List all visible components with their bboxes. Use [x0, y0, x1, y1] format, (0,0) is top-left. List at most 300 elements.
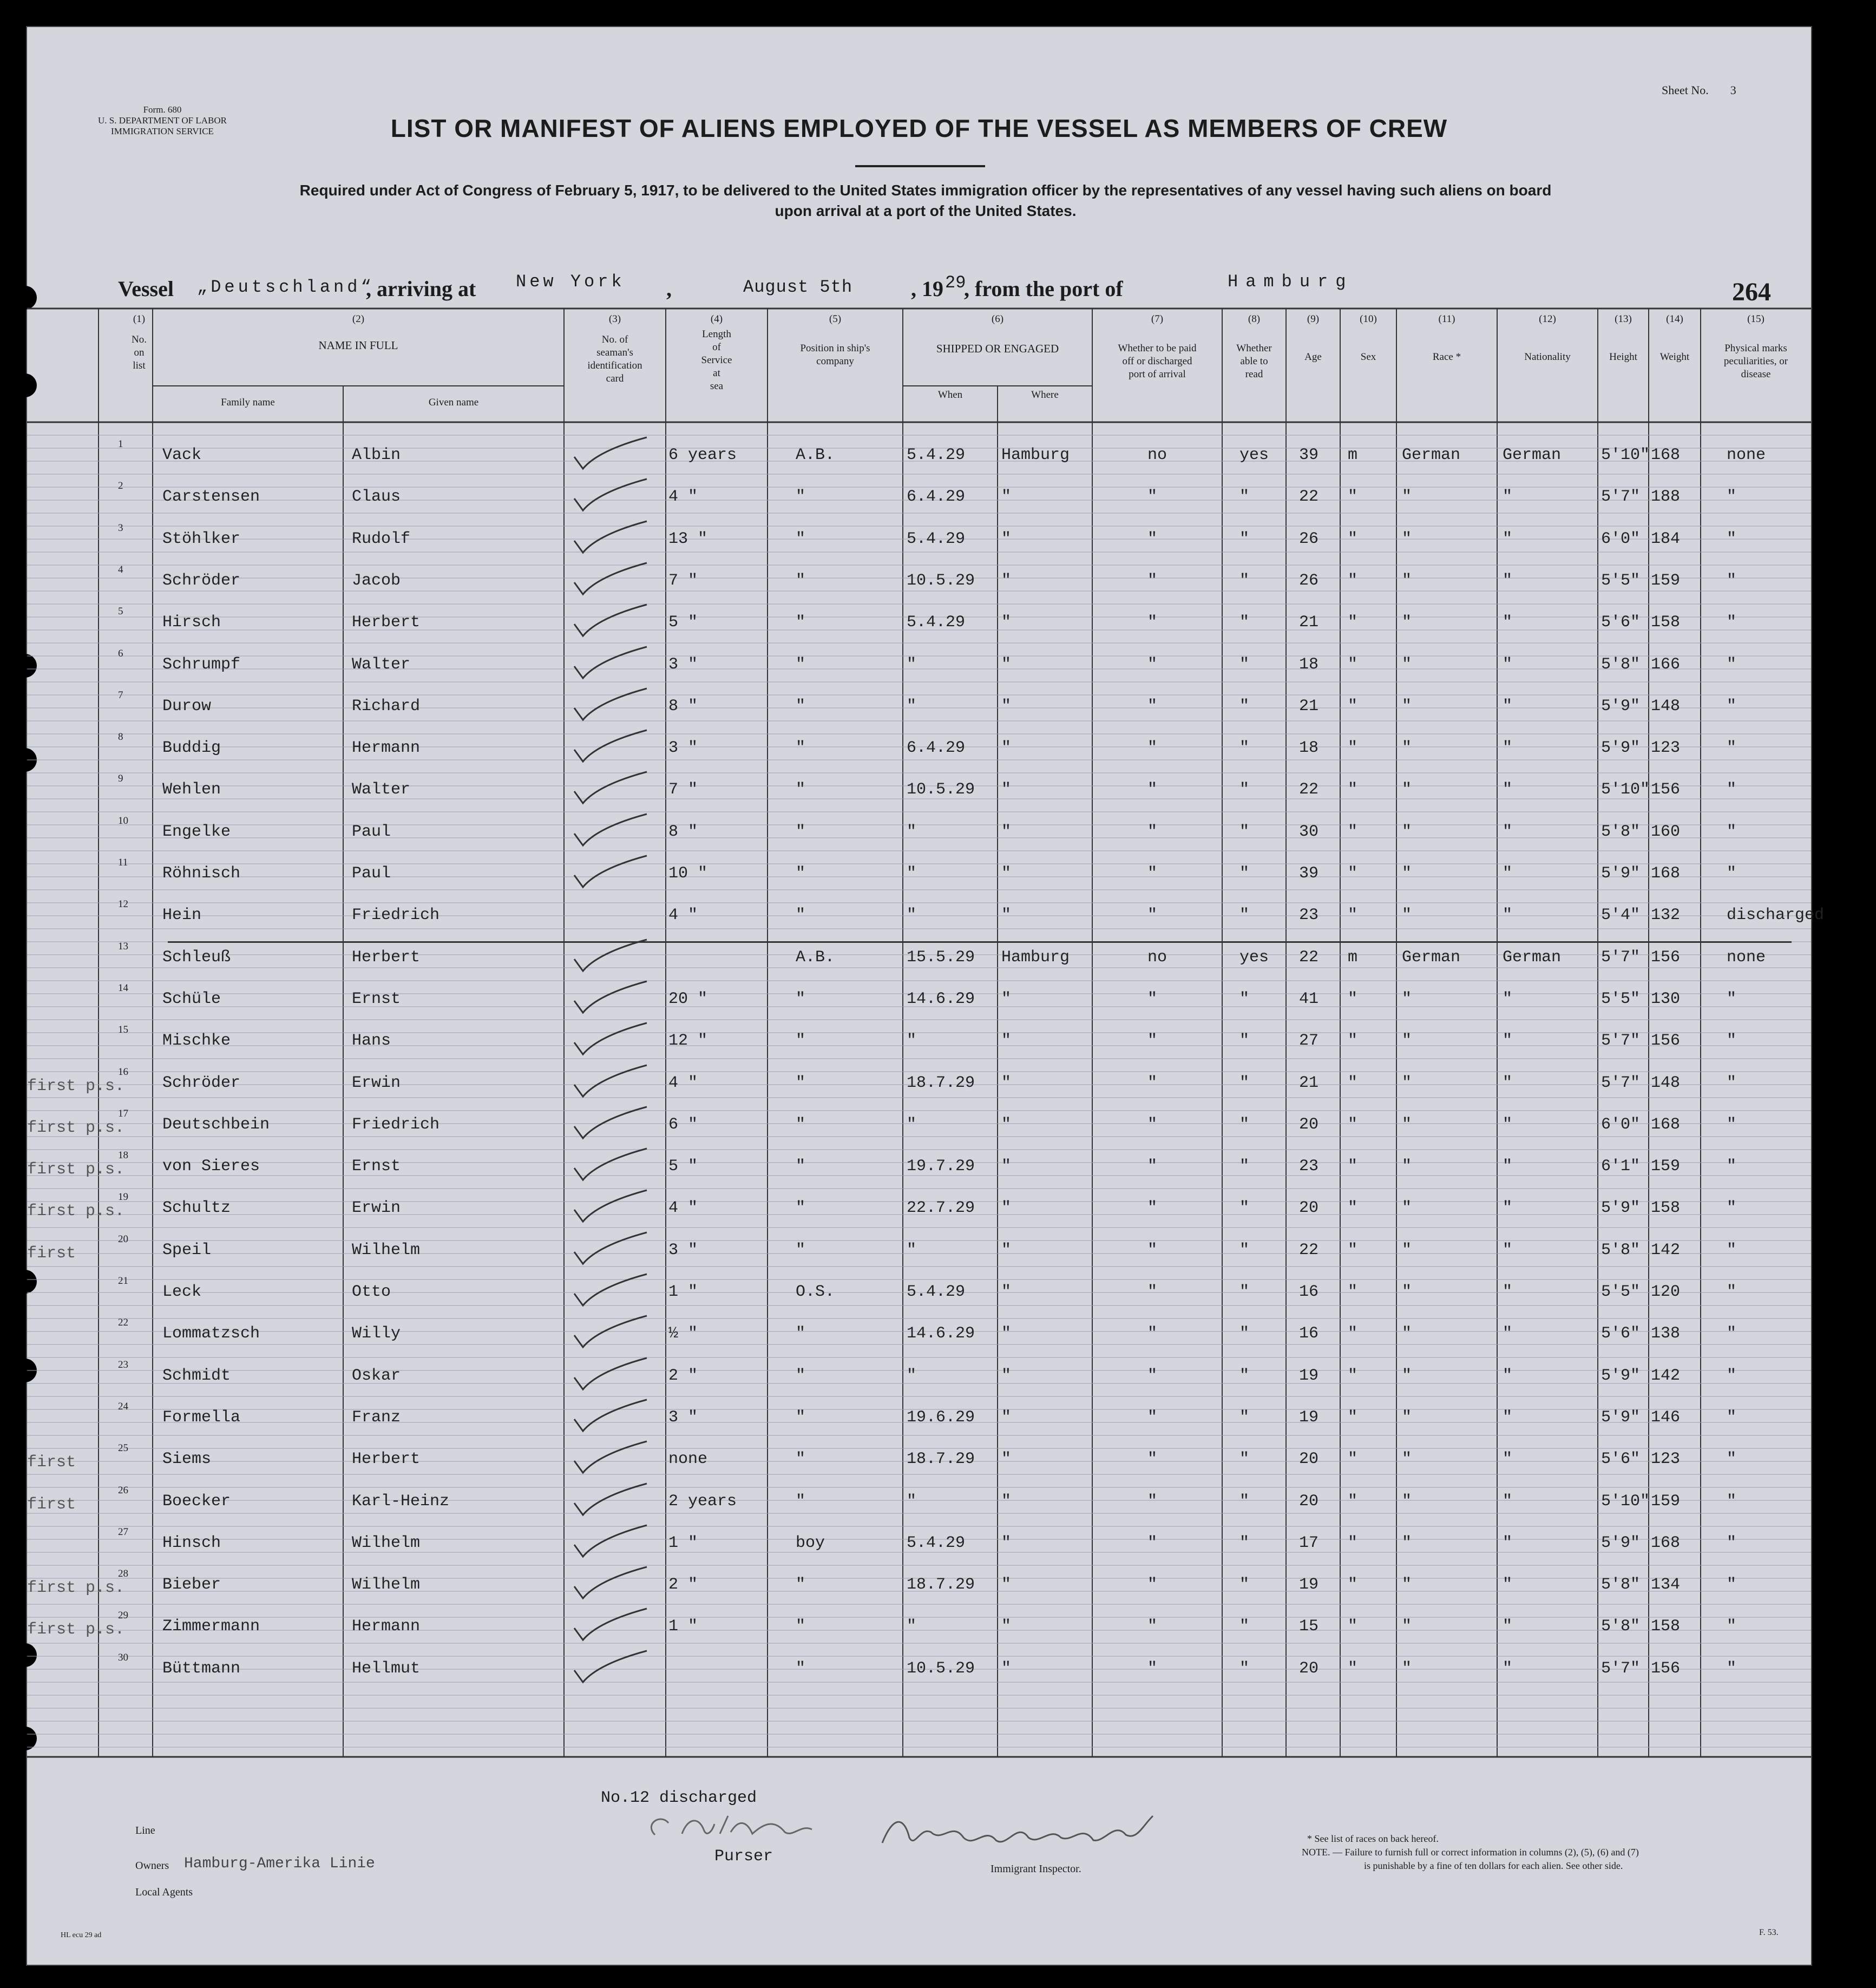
check-mark-icon	[571, 519, 652, 562]
row-paid-off: "	[1147, 1659, 1158, 1678]
row-nationality: "	[1503, 1115, 1513, 1134]
arriving-label: , arriving at	[366, 277, 476, 301]
row-weight: 134	[1651, 1576, 1681, 1595]
row-family-name: Boecker	[162, 1492, 231, 1511]
row-sex: "	[1348, 655, 1358, 674]
row-able-to-read: "	[1239, 1241, 1250, 1259]
row-position: "	[796, 822, 806, 841]
check-mark-icon	[571, 1188, 652, 1231]
row-position: "	[796, 864, 806, 883]
row-paid-off: "	[1147, 906, 1158, 925]
row-weight: 148	[1651, 1073, 1681, 1092]
row-12-strikethrough	[168, 941, 1792, 943]
row-able-to-read: "	[1239, 989, 1250, 1008]
row-age: 39	[1299, 446, 1319, 464]
row-service: 10 "	[668, 864, 708, 883]
row-paid-off: "	[1147, 1450, 1158, 1469]
row-able-to-read: "	[1239, 1199, 1250, 1218]
row-age: 21	[1299, 697, 1319, 716]
row-service: 2 "	[668, 1366, 698, 1385]
row-physical-marks: "	[1727, 1408, 1737, 1427]
row-when: "	[907, 1492, 917, 1511]
row-service: none	[668, 1450, 708, 1469]
row-family-name: Hirsch	[162, 613, 221, 632]
row-race: "	[1402, 613, 1412, 632]
row-nationality: German	[1503, 446, 1562, 464]
margin-note: first	[27, 1453, 76, 1472]
page-title: LIST OR MANIFEST OF ALIENS EMPLOYED OF THE VESSEL AS MEMBERS OF CREW	[390, 114, 1448, 142]
row-sex: "	[1348, 1199, 1358, 1218]
row-race: "	[1402, 571, 1412, 590]
row-when: "	[907, 822, 917, 841]
row-able-to-read: "	[1239, 571, 1250, 590]
check-mark-icon	[571, 1021, 652, 1064]
row-height: 5'8"	[1601, 1576, 1641, 1595]
row-nationality: "	[1503, 529, 1513, 548]
row-number: 4	[118, 563, 123, 575]
row-nationality: German	[1503, 948, 1562, 967]
arrival-date: August 5th	[743, 277, 853, 297]
row-race: "	[1402, 1241, 1412, 1259]
check-mark-icon	[571, 1063, 652, 1106]
row-number: 25	[118, 1442, 128, 1454]
row-given-name: Walter	[352, 780, 411, 799]
row-position: "	[796, 1659, 806, 1678]
row-when: "	[907, 1032, 917, 1051]
row-physical-marks: "	[1727, 1617, 1737, 1636]
row-family-name: Vack	[162, 446, 202, 464]
row-family-name: Stöhlker	[162, 529, 241, 548]
row-position: "	[796, 1157, 806, 1176]
row-physical-marks: "	[1727, 1533, 1737, 1552]
row-position: "	[796, 780, 806, 799]
row-age: 22	[1299, 488, 1319, 507]
row-position: A.B.	[796, 948, 835, 967]
row-family-name: Mischke	[162, 1032, 231, 1051]
row-when: 6.4.29	[907, 488, 966, 507]
row-paid-off: "	[1147, 655, 1158, 674]
row-weight: 123	[1651, 739, 1681, 758]
row-family-name: Schleuß	[162, 948, 231, 967]
row-when: "	[907, 655, 917, 674]
row-race: "	[1402, 1576, 1412, 1595]
row-family-name: Leck	[162, 1283, 202, 1301]
col-header-physical-marks: (15) Physical marks peculiarities, or disease	[1723, 313, 1788, 380]
row-height: 5'10"	[1601, 446, 1650, 464]
row-race: German	[1402, 948, 1461, 967]
row-paid-off: "	[1147, 529, 1158, 548]
row-physical-marks: discharged	[1727, 906, 1825, 925]
check-mark-icon	[571, 435, 652, 478]
row-position: "	[796, 906, 806, 925]
row-sex: "	[1348, 1659, 1358, 1678]
margin-note: first	[27, 1495, 76, 1514]
row-when: "	[907, 1115, 917, 1134]
row-service: 3 "	[668, 655, 698, 674]
row-where: "	[1001, 739, 1012, 758]
check-mark-icon	[571, 1230, 652, 1274]
row-nationality: "	[1503, 1659, 1513, 1678]
check-mark-icon	[571, 477, 652, 520]
row-physical-marks: "	[1727, 1366, 1737, 1385]
row-position: "	[796, 613, 806, 632]
row-where: "	[1001, 488, 1012, 507]
row-age: 21	[1299, 1073, 1319, 1092]
row-weight: 168	[1651, 446, 1681, 464]
row-number: 15	[118, 1024, 128, 1036]
row-number: 27	[118, 1526, 128, 1538]
row-height: 5'8"	[1601, 655, 1641, 674]
row-physical-marks: "	[1727, 864, 1737, 883]
row-height: 5'8"	[1601, 1241, 1641, 1259]
row-paid-off: "	[1147, 1617, 1158, 1636]
row-nationality: "	[1503, 1199, 1513, 1218]
row-where: "	[1001, 864, 1012, 883]
print-code: HL ecu 29 ad	[61, 1931, 102, 1939]
row-family-name: Schultz	[162, 1199, 231, 1218]
row-where: Hamburg	[1001, 948, 1070, 967]
row-service: 7 "	[668, 780, 698, 799]
check-mark-icon	[571, 937, 652, 981]
row-age: 17	[1299, 1533, 1319, 1552]
sheet-no-value: 3	[1730, 83, 1736, 97]
row-position: "	[796, 1408, 806, 1427]
row-service: 7 "	[668, 571, 698, 590]
row-physical-marks: none	[1727, 446, 1766, 464]
row-nationality: "	[1503, 822, 1513, 841]
row-height: 6'1"	[1601, 1157, 1641, 1176]
row-number: 1	[118, 438, 123, 450]
inspector-signature	[871, 1810, 1196, 1865]
row-when: 19.6.29	[907, 1408, 975, 1427]
row-height: 5'10"	[1601, 1492, 1650, 1511]
col-header-service: (4) Length of Service at sea	[701, 313, 732, 392]
row-position: boy	[796, 1533, 825, 1552]
row-when: 10.5.29	[907, 571, 975, 590]
check-mark-icon	[571, 1439, 652, 1482]
row-nationality: "	[1503, 1324, 1513, 1343]
row-family-name: Engelke	[162, 822, 231, 841]
margin-note: first p.s.	[27, 1620, 125, 1639]
row-number: 7	[118, 689, 123, 701]
row-service: 3 "	[668, 1408, 698, 1427]
row-where: "	[1001, 571, 1012, 590]
port-of-departure: Hamburg	[1228, 272, 1354, 292]
row-race: "	[1402, 1199, 1412, 1218]
row-weight: 130	[1651, 989, 1681, 1008]
row-height: 5'9"	[1601, 1408, 1641, 1427]
row-given-name: Hans	[352, 1032, 391, 1051]
row-position: "	[796, 1032, 806, 1051]
row-sex: "	[1348, 1492, 1358, 1511]
row-sex: "	[1348, 780, 1358, 799]
row-service: 12 "	[668, 1032, 708, 1051]
row-number: 23	[118, 1359, 128, 1370]
check-mark-icon	[571, 1356, 652, 1399]
row-service: 8 "	[668, 697, 698, 716]
row-given-name: Friedrich	[352, 906, 440, 925]
col-header-race: (11) Race *	[1432, 313, 1461, 363]
col-header-given-name: Given name	[428, 397, 479, 408]
row-weight: 156	[1651, 1659, 1681, 1678]
row-family-name: Hinsch	[162, 1533, 221, 1552]
owners-value: Hamburg-Amerika Linie	[184, 1855, 375, 1872]
col-header-nationality: (12) Nationality	[1524, 313, 1571, 363]
row-given-name: Albin	[352, 446, 401, 464]
row-where: "	[1001, 1450, 1012, 1469]
row-sex: "	[1348, 1533, 1358, 1552]
row-where: "	[1001, 780, 1012, 799]
line-label: Line	[135, 1825, 155, 1836]
row-where: "	[1001, 1617, 1012, 1636]
row-height: 5'5"	[1601, 1283, 1641, 1301]
row-able-to-read: yes	[1239, 446, 1269, 464]
row-race: "	[1402, 1115, 1412, 1134]
row-position: "	[796, 1617, 806, 1636]
row-able-to-read: "	[1239, 906, 1250, 925]
row-physical-marks: "	[1727, 1073, 1737, 1092]
row-height: 5'9"	[1601, 1533, 1641, 1552]
row-position: "	[796, 1450, 806, 1469]
row-number: 16	[118, 1066, 128, 1078]
row-position: "	[796, 1073, 806, 1092]
row-where: "	[1001, 989, 1012, 1008]
row-nationality: "	[1503, 613, 1513, 632]
col-header-id-card: (3) No. of seaman's identification card	[587, 313, 642, 384]
row-where: "	[1001, 529, 1012, 548]
check-mark-icon	[571, 1523, 652, 1566]
row-sex: "	[1348, 697, 1358, 716]
row-family-name: Speil	[162, 1241, 212, 1259]
row-able-to-read: "	[1239, 1617, 1250, 1636]
row-height: 5'8"	[1601, 822, 1641, 841]
from-port-label: , from the port of	[964, 277, 1123, 301]
check-mark-icon	[571, 645, 652, 688]
row-number: 24	[118, 1400, 128, 1412]
port-of-arrival: New York	[516, 272, 625, 292]
row-height: 5'6"	[1601, 613, 1641, 632]
row-sex: "	[1348, 488, 1358, 507]
row-able-to-read: yes	[1239, 948, 1269, 967]
row-nationality: "	[1503, 864, 1513, 883]
row-given-name: Otto	[352, 1283, 391, 1301]
row-age: 19	[1299, 1408, 1319, 1427]
row-nationality: "	[1503, 780, 1513, 799]
row-when: 5.4.29	[907, 446, 966, 464]
row-height: 5'7"	[1601, 948, 1641, 967]
row-race: "	[1402, 655, 1412, 674]
row-height: 5'9"	[1601, 864, 1641, 883]
row-height: 5'6"	[1601, 1324, 1641, 1343]
row-family-name: Zimmermann	[162, 1617, 260, 1636]
row-age: 20	[1299, 1659, 1319, 1678]
row-race: "	[1402, 1533, 1412, 1552]
row-sex: "	[1348, 1324, 1358, 1343]
row-sex: "	[1348, 1073, 1358, 1092]
row-weight: 158	[1651, 1199, 1681, 1218]
row-paid-off: "	[1147, 1492, 1158, 1511]
row-service: 3 "	[668, 1241, 698, 1259]
row-height: 5'9"	[1601, 697, 1641, 716]
row-given-name: Herbert	[352, 613, 421, 632]
row-able-to-read: "	[1239, 1283, 1250, 1301]
row-number: 26	[118, 1484, 128, 1496]
row-number: 9	[118, 773, 123, 785]
row-nationality: "	[1503, 1450, 1513, 1469]
check-mark-icon	[571, 1397, 652, 1441]
row-nationality: "	[1503, 697, 1513, 716]
row-physical-marks: "	[1727, 613, 1737, 632]
row-service: 4 "	[668, 1073, 698, 1092]
col-header-sex: (10) Sex	[1360, 313, 1377, 363]
year-label: , 19	[911, 277, 943, 301]
row-when: 6.4.29	[907, 739, 966, 758]
row-physical-marks: "	[1727, 1115, 1737, 1134]
col-header-read: (8) Whether able to read	[1236, 313, 1272, 380]
row-race: "	[1402, 488, 1412, 507]
row-height: 5'9"	[1601, 1199, 1641, 1218]
row-age: 18	[1299, 739, 1319, 758]
row-weight: 166	[1651, 655, 1681, 674]
row-physical-marks: "	[1727, 780, 1737, 799]
row-family-name: Deutschbein	[162, 1115, 270, 1134]
row-race: "	[1402, 1032, 1412, 1051]
sheet-no-label: Sheet No.	[1662, 83, 1709, 97]
margin-note: first p.s.	[27, 1160, 125, 1179]
row-position: "	[796, 1576, 806, 1595]
row-age: 39	[1299, 864, 1319, 883]
row-sex: "	[1348, 1408, 1358, 1427]
row-given-name: Hermann	[352, 739, 421, 758]
row-sex: "	[1348, 1617, 1358, 1636]
row-service: 13 "	[668, 529, 708, 548]
row-race: "	[1402, 1283, 1412, 1301]
purser-signature	[639, 1808, 855, 1851]
row-nationality: "	[1503, 1408, 1513, 1427]
row-race: "	[1402, 989, 1412, 1008]
row-given-name: Walter	[352, 655, 411, 674]
row-age: 19	[1299, 1366, 1319, 1385]
row-where: "	[1001, 1241, 1012, 1259]
row-when: 18.7.29	[907, 1450, 975, 1469]
col-header-shipped: (6) SHIPPED OR ENGAGED	[936, 313, 1059, 355]
row-sex: "	[1348, 1241, 1358, 1259]
row-physical-marks: "	[1727, 989, 1737, 1008]
row-where: "	[1001, 1157, 1012, 1176]
row-number: 19	[118, 1191, 128, 1203]
row-height: 5'9"	[1601, 1366, 1641, 1385]
row-sex: "	[1348, 1450, 1358, 1469]
row-when: 5.4.29	[907, 1283, 966, 1301]
row-service: 5 "	[668, 1157, 698, 1176]
row-family-name: Carstensen	[162, 488, 260, 507]
row-nationality: "	[1503, 1283, 1513, 1301]
col-header-weight: (14) Weight	[1659, 313, 1690, 363]
row-where: "	[1001, 1659, 1012, 1678]
row-family-name: Bieber	[162, 1576, 221, 1595]
row-race: "	[1402, 1157, 1412, 1176]
row-able-to-read: "	[1239, 697, 1250, 716]
row-age: 22	[1299, 948, 1319, 967]
row-age: 20	[1299, 1492, 1319, 1511]
row-nationality: "	[1503, 989, 1513, 1008]
row-family-name: Hein	[162, 906, 202, 925]
row-nationality: "	[1503, 1576, 1513, 1595]
row-family-name: Schüle	[162, 989, 221, 1008]
races-note: * See list of races on back hereof.	[1307, 1833, 1439, 1844]
row-physical-marks: "	[1727, 1659, 1737, 1678]
vessel-line: Vessel „Deutschland“ , arriving at New York , August 5th , 19 29 , from the port of Hamburg	[118, 272, 1354, 301]
row-weight: 168	[1651, 864, 1681, 883]
row-paid-off: "	[1147, 1115, 1158, 1134]
row-age: 16	[1299, 1324, 1319, 1343]
manifest-sheet	[26, 26, 1825, 1966]
row-when: "	[907, 1241, 917, 1259]
row-where: "	[1001, 1324, 1012, 1343]
row-height: 5'7"	[1601, 488, 1641, 507]
row-race: "	[1402, 1073, 1412, 1092]
row-able-to-read: "	[1239, 1450, 1250, 1469]
row-able-to-read: "	[1239, 1408, 1250, 1427]
row-able-to-read: "	[1239, 1157, 1250, 1176]
row-age: 30	[1299, 822, 1319, 841]
row-paid-off: "	[1147, 1366, 1158, 1385]
row-paid-off: no	[1147, 948, 1167, 967]
row-sex: "	[1348, 1115, 1358, 1134]
row-given-name: Jacob	[352, 571, 401, 590]
form-number: Form. 680	[143, 104, 182, 115]
row-service: 1 "	[668, 1283, 698, 1301]
row-paid-off: "	[1147, 613, 1158, 632]
row-nationality: "	[1503, 1366, 1513, 1385]
row-weight: 123	[1651, 1450, 1681, 1469]
check-mark-icon	[571, 1481, 652, 1525]
row-sex: m	[1348, 446, 1358, 464]
row-service: 20 "	[668, 989, 708, 1008]
row-where: "	[1001, 1492, 1012, 1511]
row-number: 8	[118, 731, 123, 743]
row-service: 4 "	[668, 906, 698, 925]
row-when: "	[907, 697, 917, 716]
row-physical-marks: "	[1727, 571, 1737, 590]
row-given-name: Claus	[352, 488, 401, 507]
row-height: 5'10"	[1601, 780, 1650, 799]
row-physical-marks: "	[1727, 488, 1737, 507]
row-number: 2	[118, 480, 123, 492]
row-position: O.S.	[796, 1283, 835, 1301]
check-mark-icon	[571, 770, 652, 813]
row-nationality: "	[1503, 571, 1513, 590]
row-age: 21	[1299, 613, 1319, 632]
row-position: "	[796, 655, 806, 674]
row-physical-marks: "	[1727, 1157, 1737, 1176]
row-able-to-read: "	[1239, 822, 1250, 841]
row-race: "	[1402, 1617, 1412, 1636]
row-position: "	[796, 1199, 806, 1218]
row-position: A.B.	[796, 446, 835, 464]
row-family-name: Schmidt	[162, 1366, 231, 1385]
row-given-name: Rudolf	[352, 529, 411, 548]
row-age: 23	[1299, 906, 1319, 925]
check-mark-icon	[571, 1105, 652, 1148]
row-when: 10.5.29	[907, 1659, 975, 1678]
row-able-to-read: "	[1239, 1533, 1250, 1552]
check-mark-icon	[571, 1314, 652, 1357]
row-paid-off: "	[1147, 1032, 1158, 1051]
row-position: "	[796, 697, 806, 716]
row-given-name: Franz	[352, 1408, 401, 1427]
manifest-sheet-number: 264	[1732, 278, 1771, 306]
